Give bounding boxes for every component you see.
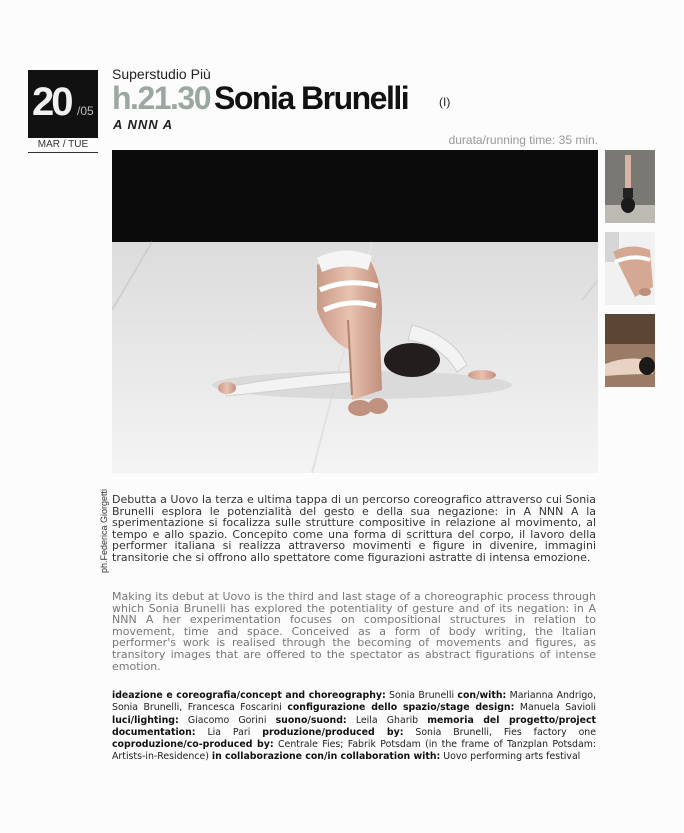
date-month: /05 xyxy=(77,104,94,118)
credit-label: suono/suond: xyxy=(275,714,347,726)
credit-label: in collaborazione con/in collaboration with: xyxy=(211,751,441,763)
thumbnail-3[interactable] xyxy=(605,314,655,387)
credit-value: Manuela Savioli xyxy=(519,702,596,714)
credit-value: Sonia Brunelli xyxy=(389,690,455,701)
credit-value: Sonia Brunelli, Fies factory one xyxy=(415,726,597,738)
artist-name: Sonia Brunelli xyxy=(214,80,409,116)
artist-origin: (I) xyxy=(439,95,451,109)
work-title: A NNN A xyxy=(113,117,174,132)
credit-label: produzione/produced by: xyxy=(262,726,404,738)
venue-name: Superstudio Più xyxy=(112,66,211,82)
credit-value: Lia Pari xyxy=(207,726,251,738)
event-time: h.21.30 xyxy=(112,80,211,116)
credit-label: con/with: xyxy=(457,690,507,701)
credit-value: Marianna Andrigo, Sonia Brunelli, Francesca Foscarini xyxy=(112,690,597,714)
credit-value: Centrale Fies; Fabrik Potsdam (in the frame of Tanzplan Potsdam: Artists-in-Residence) xyxy=(112,739,596,763)
credit-label: configurazione dello spazio/stage design: xyxy=(287,702,515,714)
credit-label: memoria del progetto/project documentation: xyxy=(112,714,596,738)
credit-label: luci/lighting: xyxy=(112,714,179,726)
date-day: 20 xyxy=(32,80,71,124)
weekday-label: MAR / TUE xyxy=(28,138,98,153)
thumbnail-1[interactable] xyxy=(605,150,655,223)
running-time: durata/running time: 35 min. xyxy=(448,133,598,147)
credit-value: Giacomo Gorini xyxy=(187,714,267,726)
credit-label: ideazione e coreografia/concept and choreography: xyxy=(112,690,386,701)
credits-block xyxy=(112,690,596,764)
thumbnail-2[interactable] xyxy=(605,232,655,305)
description-english: Making its debut at Uovo is the third and last stage of a choreographic process through which Sonia Brunelli has explored the potentiality of gesture and of its negation: in A NNN A her experimentation focuses on compositional structures in relation to movement, time and space. Conceived as a form of body writing, the Italian performer's work is realised through the becoming of movements and figures, as transitory images that are offered to the spectator as abstract figurations of intense emotion. xyxy=(112,590,596,673)
credit-value: Leila Gharib xyxy=(355,714,419,726)
credit-label: coproduzione/co-produced by: xyxy=(112,739,274,751)
credit-value: Uovo performing arts festival xyxy=(443,751,581,763)
description-italian: Debutta a Uovo la terza e ultima tappa di un percorso coreografico attraverso cui Sonia Brunelli esplora le potenzialità del gesto e della sua negazione: in A NNN A la sperimentazione si focalizza sulle strutture compositive in relazione al movimento, al tempo e allo spazio. Concepito come una forma di scrittura del corpo, il lavoro della performer italiana si realizza attraverso movimenti e figure in divenire, immagini transitorie che si offrono allo spettatore come figurazioni astratte di intensa emozione. xyxy=(112,493,596,564)
performance-photo xyxy=(112,150,598,473)
date-badge xyxy=(28,70,98,138)
